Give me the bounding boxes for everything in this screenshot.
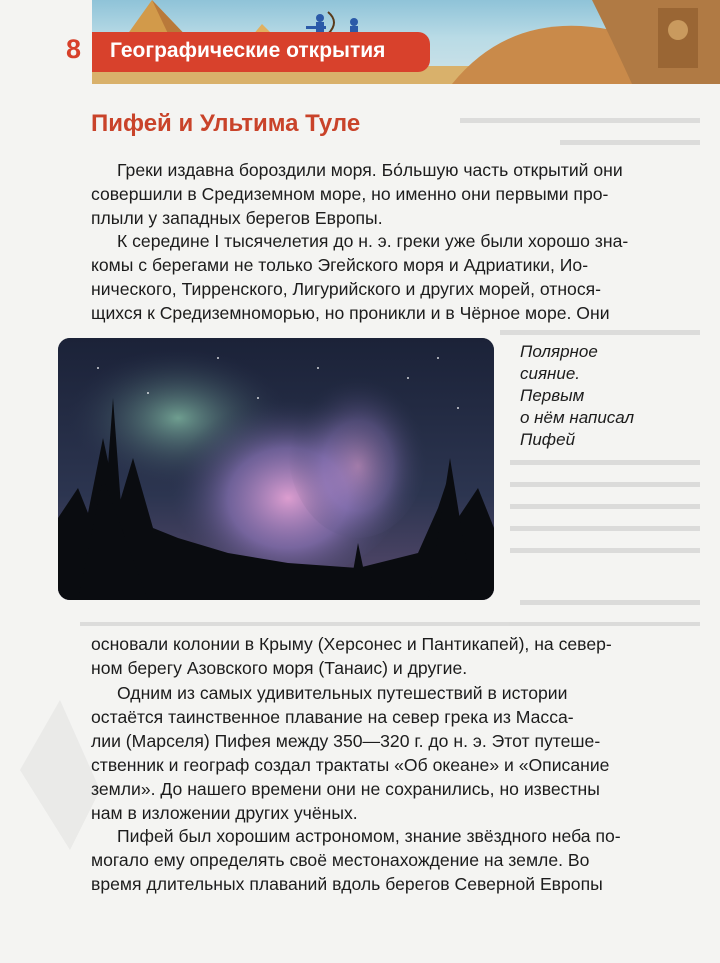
text-line: лии (Марселя) Пифея между 350—320 г. до н. э. Этот путеше- (91, 731, 601, 751)
text-line: Греки издавна бороздили моря. Бо́льшую часть открытий они (117, 160, 623, 180)
paragraph-3 (91, 681, 657, 825)
caption-line: сияние. (520, 364, 581, 383)
photo-caption (520, 341, 634, 451)
text-line: Одним из самых удивительных путешествий в истории (117, 683, 568, 703)
text-line: комы с берегами не только Эгейского моря и Адриатики, Ио- (91, 255, 589, 275)
paragraph-2 (91, 229, 657, 325)
text-line: Пифей был хорошим астрономом, знание звёздного неба по- (117, 826, 621, 846)
page-number: 8 (66, 34, 82, 64)
section-title: Географические открытия (110, 39, 386, 62)
text-line: щихся к Средиземноморью, но проникли и в Чёрное море. Они (91, 303, 610, 323)
caption-line: Первым (520, 386, 585, 405)
aurora-photo (58, 338, 494, 600)
text-line: ном берегу Азовского моря (Танаис) и другие. (91, 658, 468, 678)
text-line: нического, Тирренского, Лигурийского и других морей, относя- (91, 279, 602, 299)
caption-line: Полярное (520, 342, 598, 361)
text-line: К середине I тысячелетия до н. э. греки уже были хорошо зна- (117, 231, 629, 251)
caption-line: о нём написал (520, 408, 635, 427)
caption-line: Пифей (520, 430, 576, 449)
article-heading: Пифей и Ультима Туле (91, 110, 361, 137)
paragraph-4 (91, 824, 657, 896)
text-line: основали колонии в Крыму (Херсонес и Пантикапей), на север- (91, 634, 612, 654)
text-line: нам в изложении других учёных. (91, 803, 358, 823)
text-line: плыли у западных берегов Европы. (91, 208, 383, 228)
text-line: остаётся таинственное плавание на север грека из Масса- (91, 707, 574, 727)
text-line: ственник и географ создал трактаты «Об океане» и «Описание (91, 755, 610, 775)
paragraph-1 (91, 158, 657, 230)
paragraph-2-continued (91, 632, 657, 680)
text-line: время длительных плаваний вдоль берегов Северной Европы (91, 874, 603, 894)
text-line: могало ему определять своё местонахождение на земле. Во (91, 850, 590, 870)
text-line: земли». До нашего времени они не сохранились, но известны (91, 779, 600, 799)
text-line: совершили в Средиземном море, но именно они первыми про- (91, 184, 609, 204)
